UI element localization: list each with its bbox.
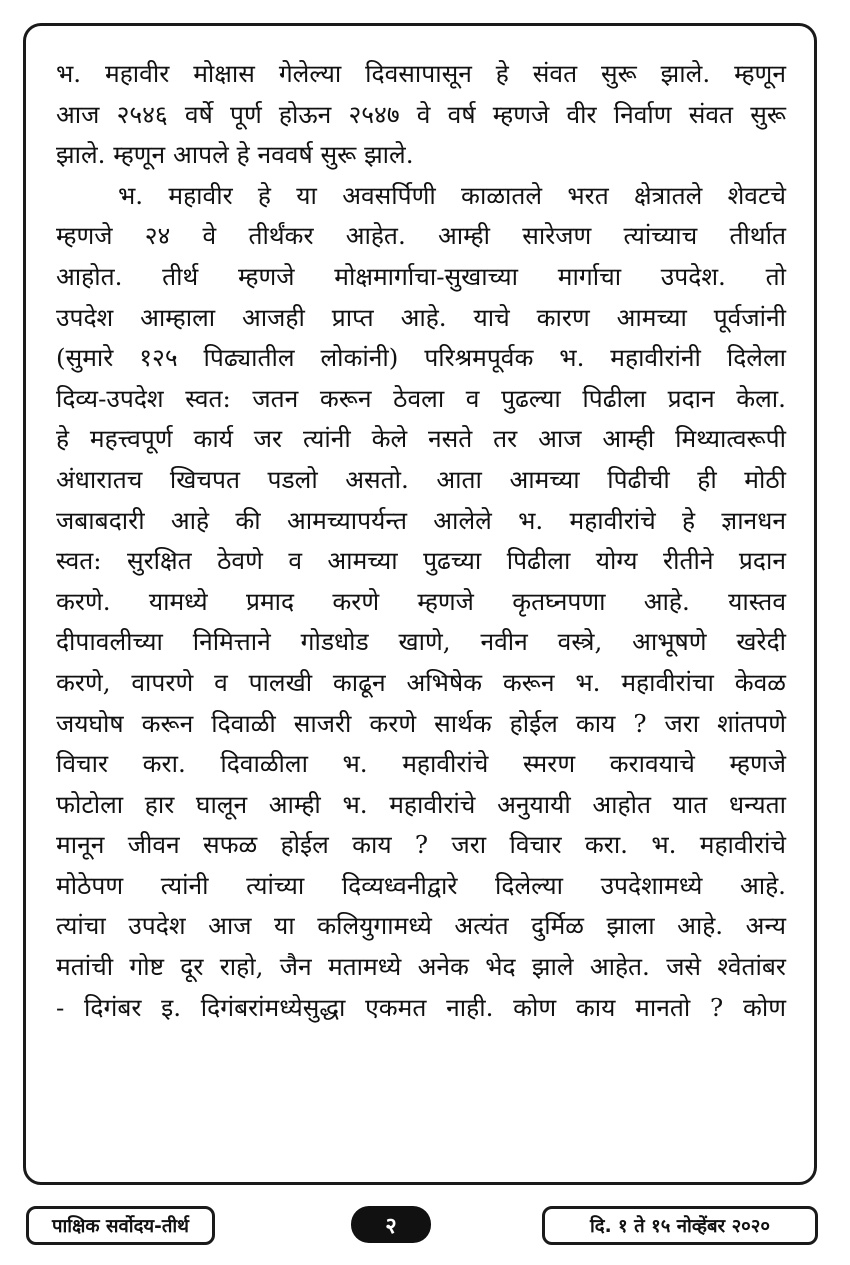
text-line: हे महत्त्वपूर्ण कार्य जर त्यांनी केले नसते तर आज आम्ही मिथ्यात्वरूपी [56,424,786,454]
text-line: मोठेपण त्यांनी त्यांच्या दिव्यध्वनीद्वारे दिलेल्या उपदेशामध्ये आहे. [56,870,786,900]
text-line: मानून जीवन सफळ होईल काय ? जरा विचार करा. भ. महावीरांचे [56,830,786,860]
issue-date-box [542,1206,818,1245]
text-line: त्यांचा उपदेश आज या कलियुगामध्ये अत्यंत दुर्मिळ झाला आहे. अन्य [56,911,786,941]
text-line: फोटोला हार घालून आम्ही भ. महावीरांचे अनुयायी आहोत यात धन्यता [56,789,786,819]
paragraph-start-line: भ. महावीर हे या अवसर्पिणी काळातले भरत क्षेत्रातले शेवटचे [118,180,786,210]
publication-name-box [26,1206,215,1245]
page-number-badge [351,1206,431,1243]
text-line: (सुमारे १२५ पिढ्यातील लोकांनी) परिश्रमपूर्वक भ. महावीरांनी दिलेला [56,343,786,373]
article-body [56,54,786,1028]
publication-name: पाक्षिक सर्वोदय-तीर्थ [52,1216,189,1237]
issue-date: दि. १ ते १५ नोव्हेंबर २०२० [589,1216,771,1237]
text-line: अंधारातच खिचपत पडलो असतो. आता आमच्या पिढीची ही मोठी [56,464,786,494]
text-line: करणे, वापरणे व पालखी काढून अभिषेक करून भ. महावीरांचा केवळ [56,667,786,697]
text-line: जबाबदारी आहे की आमच्यापर्यन्त आलेले भ. महावीरांचे हे ज्ञानधन [56,505,786,535]
text-line: स्वत: सुरक्षित ठेवणे व आमच्या पुढच्या पिढीला योग्य रीतीने प्रदान [56,546,786,576]
text-line: करणे. यामध्ये प्रमाद करणे म्हणजे कृतघ्नपणा आहे. यास्तव [56,586,786,616]
text-line: दीपावलीच्या निमित्ताने गोडधोड खाणे, नवीन वस्त्रे, आभूषणे खरेदी [56,627,786,657]
text-line: उपदेश आम्हाला आजही प्राप्त आहे. याचे कारण आमच्या पूर्वजांनी [56,302,786,332]
text-line: - दिगंबर इ. दिगंबरांमध्येसुद्धा एकमत नाही. कोण काय मानतो ? कोण [56,992,786,1022]
text-line: झाले. म्हणून आपले हे नववर्ष सुरू झाले. [56,140,414,170]
text-line: जयघोष करून दिवाळी साजरी करणे सार्थक होईल काय ? जरा शांतपणे [56,708,786,738]
text-line: विचार करा. दिवाळीला भ. महावीरांचे स्मरण करावयाचे म्हणजे [56,749,786,779]
text-line: म्हणजे २४ वे तीर्थंकर आहेत. आम्ही सारेजण त्यांच्याच तीर्थात [56,221,786,251]
text-line: भ. महावीर मोक्षास गेलेल्या दिवसापासून हे संवत सुरू झाले. म्हणून [56,59,786,88]
page-number: २ [385,1213,397,1239]
text-line: मतांची गोष्ट दूर राहो, जैन मतामध्ये अनेक भेद झाले आहेत. जसे श्वेतांबर [56,952,786,982]
text-line: दिव्य-उपदेश स्वत: जतन करून ठेवला व पुढल्या पिढीला प्रदान केला. [56,383,786,413]
text-line: आहोत. तीर्थ म्हणजे मोक्षमार्गाचा-सुखाच्या मार्गाचा उपदेश. तो [56,261,786,291]
text-line: आज २५४६ वर्षे पूर्ण होऊन २५४७ वे वर्ष म्हणजे वीर निर्वाण संवत सुरू [56,99,786,129]
